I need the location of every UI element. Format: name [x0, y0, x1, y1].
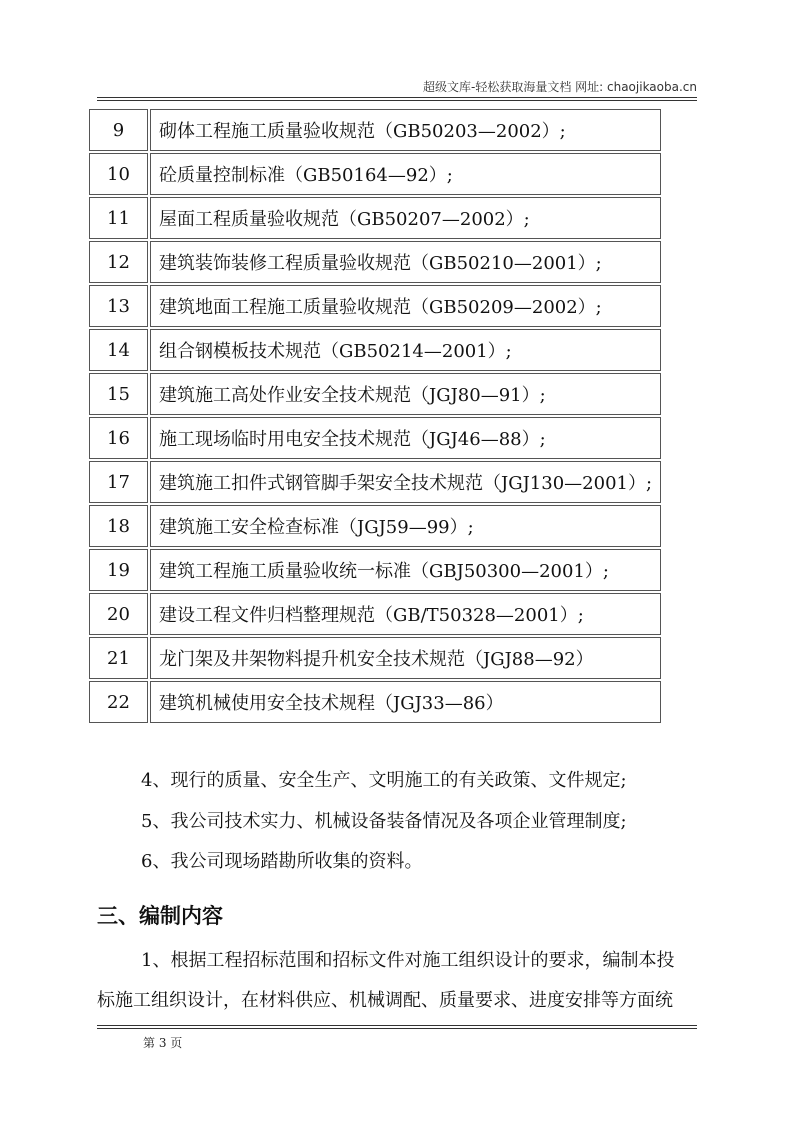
- section-paragraph-line-1: 1、根据工程招标范围和招标文件对施工组织设计的要求，编制本投: [141, 950, 675, 971]
- table-row: [89, 373, 661, 415]
- row-number: 16: [89, 417, 148, 459]
- table-row: [89, 593, 661, 635]
- row-number: 21: [89, 637, 148, 679]
- standard-name: 龙门架及井架物料提升机安全技术规范（JGJ88—92）: [150, 637, 661, 679]
- page-number: 第 3 页: [143, 1036, 183, 1050]
- basis-item-4: 4、现行的质量、安全生产、文明施工的有关政策、文件规定;: [141, 770, 627, 791]
- standard-name: 组合钢模板技术规范（GB50214—2001）;: [150, 329, 661, 371]
- row-number: 14: [89, 329, 148, 371]
- standard-name: 建筑施工安全检查标准（JGJ59—99）;: [150, 505, 661, 547]
- row-number: 12: [89, 241, 148, 283]
- table-row: [89, 417, 661, 459]
- basis-item-5: 5、我公司技术实力、机械设备装备情况及各项企业管理制度;: [141, 811, 627, 832]
- table-row: [89, 681, 661, 723]
- standard-name: 砌体工程施工质量验收规范（GB50203—2002）;: [150, 109, 661, 151]
- header-rule: [97, 97, 697, 98]
- standard-name: 建设工程文件归档整理规范（GB/T50328—2001）;: [150, 593, 661, 635]
- standard-name: 建筑地面工程施工质量验收规范（GB50209—2002）;: [150, 285, 661, 327]
- basis-item-6: 6、我公司现场踏勘所收集的资料。: [141, 851, 423, 872]
- standard-name: 建筑施工扣件式钢管脚手架安全技术规范（JGJ130—2001）;: [150, 461, 661, 503]
- row-number: 22: [89, 681, 148, 723]
- row-number: 20: [89, 593, 148, 635]
- table-row: [89, 109, 661, 151]
- row-number: 10: [89, 153, 148, 195]
- table-row: [89, 285, 661, 327]
- standard-name: 建筑机械使用安全技术规程（JGJ33—86）: [150, 681, 661, 723]
- standard-name: 建筑施工高处作业安全技术规范（JGJ80—91）;: [150, 373, 661, 415]
- row-number: 15: [89, 373, 148, 415]
- section-paragraph-line-2: 标施工组织设计，在材料供应、机械调配、质量要求、进度安排等方面统: [97, 990, 673, 1011]
- footer-rule: [97, 1025, 697, 1026]
- standard-name: 施工现场临时用电安全技术规范（JGJ46—88）;: [150, 417, 661, 459]
- table-row: [89, 505, 661, 547]
- table-row: [89, 637, 661, 679]
- table-row: [89, 549, 661, 591]
- standard-name: 建筑工程施工质量验收统一标准（GBJ50300—2001）;: [150, 549, 661, 591]
- header-rule-double: [97, 100, 697, 101]
- section-title: 三、编制内容: [97, 904, 223, 928]
- row-number: 13: [89, 285, 148, 327]
- row-number: 19: [89, 549, 148, 591]
- standards-table: [87, 107, 663, 725]
- row-number: 17: [89, 461, 148, 503]
- standard-name: 建筑装饰装修工程质量验收规范（GB50210—2001）;: [150, 241, 661, 283]
- table-row: [89, 241, 661, 283]
- footer-rule-double: [97, 1028, 697, 1029]
- row-number: 18: [89, 505, 148, 547]
- row-number: 11: [89, 197, 148, 239]
- table-row: [89, 329, 661, 371]
- standard-name: 屋面工程质量验收规范（GB50207—2002）;: [150, 197, 661, 239]
- row-number: 9: [89, 109, 148, 151]
- page-header: 超级文库-轻松获取海量文档 网址: chaojikaoba.cn: [423, 80, 697, 94]
- standard-name: 砼质量控制标准（GB50164—92）;: [150, 153, 661, 195]
- table-row: [89, 153, 661, 195]
- table-row: [89, 197, 661, 239]
- table-row: [89, 461, 661, 503]
